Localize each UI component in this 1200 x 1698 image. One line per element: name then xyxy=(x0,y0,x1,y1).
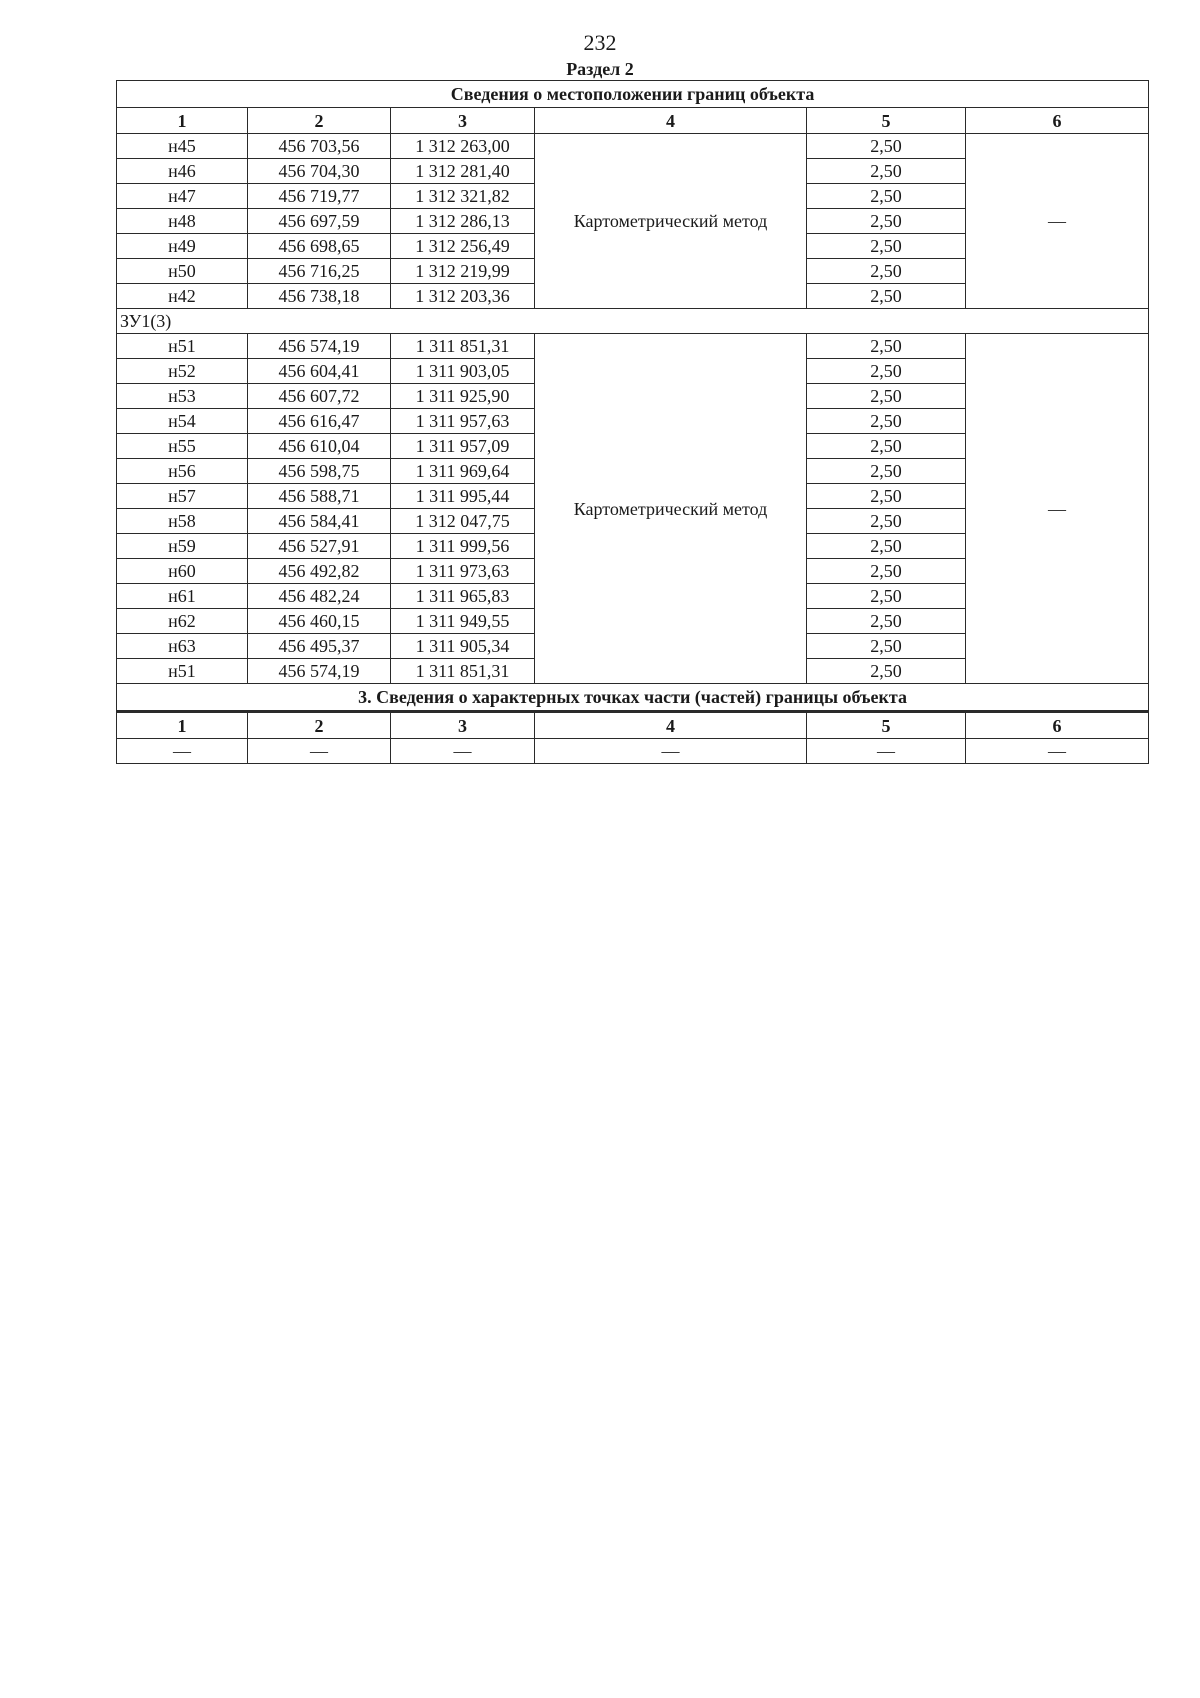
x-coordinate-cell: 456 574,19 xyxy=(248,334,391,359)
subsection-row xyxy=(117,309,1149,334)
accuracy-cell: 2,50 xyxy=(807,334,966,359)
column-number: 4 xyxy=(535,108,807,134)
y-coordinate-cell: 1 312 286,13 xyxy=(391,209,535,234)
x-coordinate-cell: 456 604,41 xyxy=(248,359,391,384)
y-coordinate-cell: 1 311 925,90 xyxy=(391,384,535,409)
point-cell: н55 xyxy=(117,434,248,459)
accuracy-cell: 2,50 xyxy=(807,184,966,209)
y-coordinate-cell: 1 311 957,63 xyxy=(391,409,535,434)
table-cell: — xyxy=(535,739,807,764)
column-number: 3 xyxy=(391,108,535,134)
x-coordinate-cell: 456 574,19 xyxy=(248,659,391,684)
x-coordinate-cell: 456 598,75 xyxy=(248,459,391,484)
table-title: Сведения о местоположении границ объекта xyxy=(117,81,1149,108)
y-coordinate-cell: 1 312 281,40 xyxy=(391,159,535,184)
y-coordinate-cell: 1 312 321,82 xyxy=(391,184,535,209)
section3-title-row xyxy=(117,684,1149,712)
column-number: 6 xyxy=(966,108,1149,134)
column-number: 4 xyxy=(535,712,807,739)
x-coordinate-cell: 456 698,65 xyxy=(248,234,391,259)
point-cell: н52 xyxy=(117,359,248,384)
point-cell: н49 xyxy=(117,234,248,259)
accuracy-cell: 2,50 xyxy=(807,209,966,234)
accuracy-cell: 2,50 xyxy=(807,459,966,484)
y-coordinate-cell: 1 312 047,75 xyxy=(391,509,535,534)
point-cell: н42 xyxy=(117,284,248,309)
column-number: 6 xyxy=(966,712,1149,739)
y-coordinate-cell: 1 311 949,55 xyxy=(391,609,535,634)
x-coordinate-cell: 456 584,41 xyxy=(248,509,391,534)
y-coordinate-cell: 1 311 903,05 xyxy=(391,359,535,384)
x-coordinate-cell: 456 703,56 xyxy=(248,134,391,159)
point-cell: н47 xyxy=(117,184,248,209)
point-cell: н48 xyxy=(117,209,248,234)
x-coordinate-cell: 456 716,25 xyxy=(248,259,391,284)
boundary-table-body xyxy=(117,81,1149,764)
y-coordinate-cell: 1 311 969,64 xyxy=(391,459,535,484)
y-coordinate-cell: 1 312 219,99 xyxy=(391,259,535,284)
page-number: 232 xyxy=(583,30,617,55)
accuracy-cell: 2,50 xyxy=(807,359,966,384)
column-number: 1 xyxy=(117,712,248,739)
accuracy-cell: 2,50 xyxy=(807,234,966,259)
point-cell: н46 xyxy=(117,159,248,184)
section3-title: 3. Сведения о характерных точках части (частей) границы объекта xyxy=(117,684,1149,712)
point-cell: н54 xyxy=(117,409,248,434)
x-coordinate-cell: 456 588,71 xyxy=(248,484,391,509)
x-coordinate-cell: 456 704,30 xyxy=(248,159,391,184)
column-number: 1 xyxy=(117,108,248,134)
y-coordinate-cell: 1 311 957,09 xyxy=(391,434,535,459)
point-cell: н51 xyxy=(117,659,248,684)
point-cell: н59 xyxy=(117,534,248,559)
x-coordinate-cell: 456 460,15 xyxy=(248,609,391,634)
accuracy-cell: 2,50 xyxy=(807,584,966,609)
description-cell: — xyxy=(966,334,1149,684)
accuracy-cell: 2,50 xyxy=(807,609,966,634)
accuracy-cell: 2,50 xyxy=(807,484,966,509)
accuracy-cell: 2,50 xyxy=(807,159,966,184)
description-cell: — xyxy=(966,134,1149,309)
point-cell: н61 xyxy=(117,584,248,609)
point-cell: н62 xyxy=(117,609,248,634)
x-coordinate-cell: 456 616,47 xyxy=(248,409,391,434)
point-cell: н45 xyxy=(117,134,248,159)
table-row xyxy=(117,334,1149,359)
y-coordinate-cell: 1 311 973,63 xyxy=(391,559,535,584)
accuracy-cell: 2,50 xyxy=(807,509,966,534)
point-cell: н51 xyxy=(117,334,248,359)
x-coordinate-cell: 456 492,82 xyxy=(248,559,391,584)
accuracy-cell: 2,50 xyxy=(807,659,966,684)
subsection-label: ЗУ1(3) xyxy=(117,309,1149,334)
y-coordinate-cell: 1 312 263,00 xyxy=(391,134,535,159)
accuracy-cell: 2,50 xyxy=(807,259,966,284)
accuracy-cell: 2,50 xyxy=(807,559,966,584)
table-cell: — xyxy=(117,739,248,764)
table-row xyxy=(117,134,1149,159)
accuracy-cell: 2,50 xyxy=(807,409,966,434)
table-cell: — xyxy=(391,739,535,764)
column-number: 3 xyxy=(391,712,535,739)
section3-empty-row xyxy=(117,739,1149,764)
accuracy-cell: 2,50 xyxy=(807,534,966,559)
point-cell: н63 xyxy=(117,634,248,659)
y-coordinate-cell: 1 311 851,31 xyxy=(391,334,535,359)
x-coordinate-cell: 456 482,24 xyxy=(248,584,391,609)
section-title: Раздел 2 xyxy=(566,59,634,79)
y-coordinate-cell: 1 311 999,56 xyxy=(391,534,535,559)
table-cell: — xyxy=(966,739,1149,764)
column-number-row xyxy=(117,108,1149,134)
x-coordinate-cell: 456 527,91 xyxy=(248,534,391,559)
point-cell: н56 xyxy=(117,459,248,484)
column-number: 2 xyxy=(248,108,391,134)
table-title-row xyxy=(117,81,1149,108)
x-coordinate-cell: 456 607,72 xyxy=(248,384,391,409)
point-cell: н53 xyxy=(117,384,248,409)
method-cell: Картометрический метод xyxy=(535,334,807,684)
accuracy-cell: 2,50 xyxy=(807,134,966,159)
boundary-table xyxy=(116,80,1149,764)
accuracy-cell: 2,50 xyxy=(807,634,966,659)
section3-column-number-row xyxy=(117,712,1149,739)
point-cell: н58 xyxy=(117,509,248,534)
column-number: 5 xyxy=(807,712,966,739)
y-coordinate-cell: 1 311 965,83 xyxy=(391,584,535,609)
table-cell: — xyxy=(807,739,966,764)
point-cell: н57 xyxy=(117,484,248,509)
y-coordinate-cell: 1 311 995,44 xyxy=(391,484,535,509)
x-coordinate-cell: 456 738,18 xyxy=(248,284,391,309)
y-coordinate-cell: 1 312 256,49 xyxy=(391,234,535,259)
column-number: 2 xyxy=(248,712,391,739)
point-cell: н60 xyxy=(117,559,248,584)
y-coordinate-cell: 1 311 905,34 xyxy=(391,634,535,659)
x-coordinate-cell: 456 495,37 xyxy=(248,634,391,659)
accuracy-cell: 2,50 xyxy=(807,434,966,459)
column-number: 5 xyxy=(807,108,966,134)
x-coordinate-cell: 456 610,04 xyxy=(248,434,391,459)
table-cell: — xyxy=(248,739,391,764)
accuracy-cell: 2,50 xyxy=(807,284,966,309)
x-coordinate-cell: 456 697,59 xyxy=(248,209,391,234)
point-cell: н50 xyxy=(117,259,248,284)
y-coordinate-cell: 1 312 203,36 xyxy=(391,284,535,309)
x-coordinate-cell: 456 719,77 xyxy=(248,184,391,209)
method-cell: Картометрический метод xyxy=(535,134,807,309)
accuracy-cell: 2,50 xyxy=(807,384,966,409)
y-coordinate-cell: 1 311 851,31 xyxy=(391,659,535,684)
